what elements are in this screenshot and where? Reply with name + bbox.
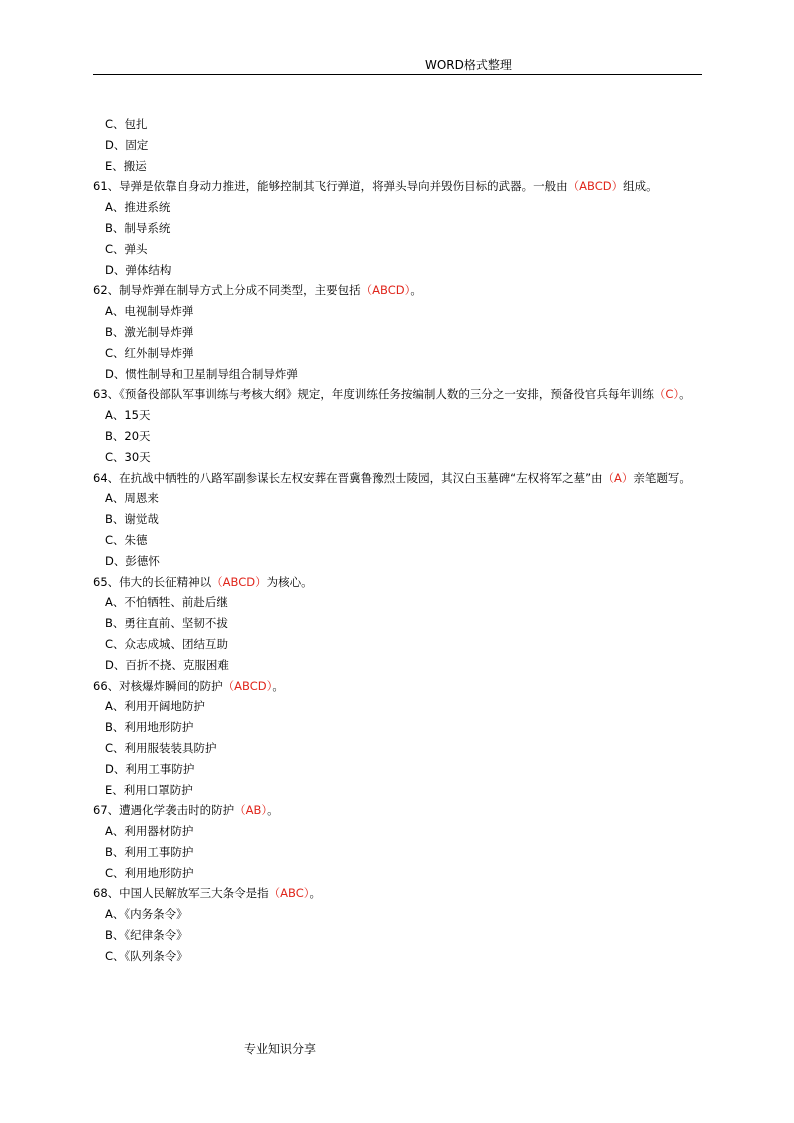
question-text	[93, 468, 705, 489]
question-stem: 63、《预备役部队军事训练与考核大纲》规定，年度训练任务按编制人数的三分之一安排，预备役官兵每年训练	[93, 387, 654, 402]
header-title: WORD格式整理	[425, 58, 512, 72]
question-stem: 64、在抗战中牺牲的八路军副参谋长左权安葬在晋冀鲁豫烈士陵园，其汉白玉墓碑“左权将军之墓”由	[93, 470, 603, 485]
answer-option: C、利用地形防护	[105, 865, 194, 880]
answer-option: A、15天	[105, 408, 151, 423]
answer-option: D、惯性制导和卫星制导组合制导炸弹	[105, 366, 298, 381]
answer-option: B、勇往直前、坚韧不拔	[105, 616, 228, 631]
answer-key: （C）	[653, 387, 680, 402]
answer-option: C、包扎	[105, 117, 148, 131]
question-text	[93, 676, 705, 697]
answer-option: C、朱德	[105, 532, 148, 547]
question-stem: 66、对核爆炸瞬间的防护	[93, 678, 223, 693]
answer-key: （A）	[602, 470, 634, 485]
question-suffix: 。	[679, 387, 691, 402]
answer-option: A、《内务条令》	[105, 907, 188, 922]
answer-option: C、红外制导炸弹	[105, 345, 194, 360]
answer-option: A、电视制导炸弹	[105, 304, 194, 319]
answer-option: B、激光制导炸弹	[105, 324, 194, 339]
answer-option: A、利用开阔地防护	[105, 699, 205, 714]
question-list	[93, 114, 705, 967]
answer-option: C、《队列条令》	[105, 948, 188, 963]
question-text	[93, 800, 705, 821]
question-suffix: 组成。	[623, 179, 658, 194]
question-text	[93, 572, 705, 593]
question-text	[93, 384, 705, 405]
answer-option: A、不怕牺牲、前赴后继	[105, 595, 228, 610]
question-text	[93, 280, 705, 301]
answer-option: B、20天	[105, 428, 151, 443]
question-text	[93, 883, 705, 904]
question-suffix: 。	[267, 803, 279, 818]
answer-option: B、利用工事防护	[105, 844, 194, 859]
answer-option: E、利用口罩防护	[105, 782, 193, 797]
answer-option: D、百折不挠、克服困难	[105, 657, 229, 672]
question-stem: 67、遭遇化学袭击时的防护	[93, 803, 235, 818]
question-suffix: 亲笔题写。	[633, 470, 691, 485]
answer-option: B、谢觉哉	[105, 512, 159, 527]
answer-key: （AB）	[234, 803, 268, 818]
answer-option: D、利用工事防护	[105, 761, 195, 776]
answer-option: A、推进系统	[105, 200, 171, 215]
answer-key: （ABCD）	[211, 574, 267, 589]
answer-option: A、周恩来	[105, 491, 159, 506]
answer-option: C、众志成城、团结互助	[105, 636, 229, 651]
answer-key: （ABC）	[268, 886, 310, 901]
answer-key: （ABCD）	[222, 678, 273, 693]
question-suffix: 。	[410, 283, 422, 298]
question-text	[93, 176, 705, 197]
question-suffix: 。	[309, 886, 321, 901]
answer-option: A、利用器材防护	[105, 824, 194, 839]
answer-option: D、彭德怀	[105, 553, 160, 568]
answer-option: E、搬运	[105, 158, 147, 173]
answer-option: B、利用地形防护	[105, 720, 194, 735]
answer-option: D、固定	[105, 137, 149, 152]
answer-option: C、弹头	[105, 241, 148, 256]
answer-option: C、利用服装装具防护	[105, 740, 217, 755]
question-suffix: 。	[272, 678, 284, 693]
page-header	[93, 57, 702, 75]
answer-option: D、弹体结构	[105, 262, 172, 277]
question-stem: 62、制导炸弹在制导方式上分成不同类型，主要包括	[93, 283, 361, 298]
answer-option: C、30天	[105, 449, 151, 464]
answer-key: （ABCD）	[567, 179, 624, 194]
page-footer: 专业知识分享	[244, 1042, 317, 1056]
question-stem: 68、中国人民解放军三大条令是指	[93, 886, 269, 901]
answer-key: （ABCD）	[360, 283, 411, 298]
answer-option: B、《纪律条令》	[105, 928, 188, 943]
question-stem: 65、伟大的长征精神以	[93, 574, 212, 589]
question-stem: 61、导弹是依靠自身动力推进，能够控制其飞行弹道，将弹头导向并毁伤目标的武器。一般由	[93, 179, 568, 194]
question-suffix: 为核心。	[266, 574, 313, 589]
answer-option: B、制导系统	[105, 220, 171, 235]
